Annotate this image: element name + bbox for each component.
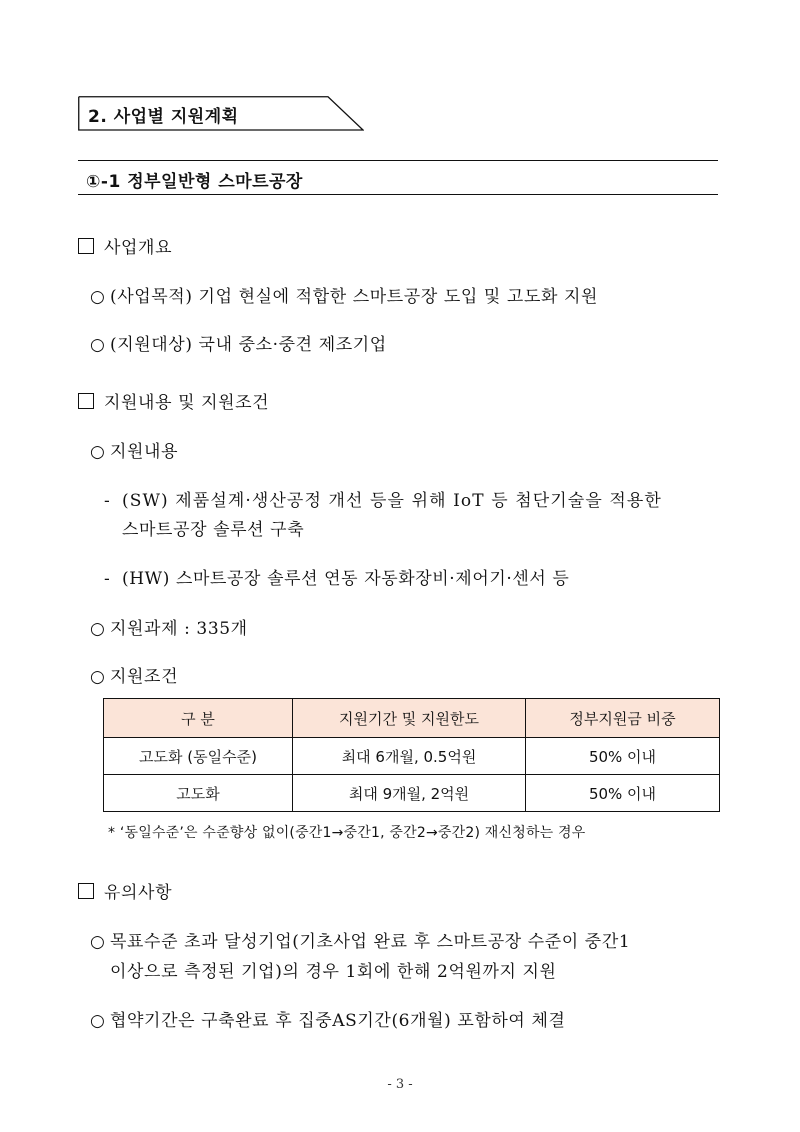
page-number: - 3 - (387, 1077, 413, 1092)
caution-heading-text: 유의사항 (104, 883, 173, 903)
support-hw-text: (HW) 스마트공장 솔루션 연동 자동화장비·제어기·센서 등 (122, 569, 570, 589)
overview-item-target-text: (지원대상) 국내 중소·중견 제조기업 (110, 335, 387, 355)
overview-heading (78, 233, 172, 258)
support-sw-line1 (104, 486, 662, 511)
caution-item1-text: 목표수준 초과 달성기업(기초사업 완료 후 스마트공장 수준이 중간1 (110, 932, 631, 952)
dash-bullet: - (104, 569, 111, 589)
table-header-cell: 지원기간 및 지원한도 (293, 699, 526, 738)
caution-item1-line1 (90, 927, 630, 952)
table-header-cell: 구 분 (104, 699, 293, 738)
table-cell: 최대 9개월, 2억원 (293, 775, 526, 812)
overview-item-purpose (90, 282, 598, 307)
circle-bullet-icon: ○ (90, 335, 106, 355)
support-heading (78, 388, 269, 413)
support-sw-text: (SW) 제품설계·생산공정 개선 등을 위해 IoT 등 첨단기술을 적용한 (122, 491, 662, 511)
support-sw-line2: 스마트공장 솔루션 구축 (122, 520, 305, 540)
table-header-cell: 정부지원금 비중 (526, 699, 720, 738)
support-content-label-text: 지원내용 (110, 442, 179, 462)
dash-bullet: - (104, 491, 111, 511)
support-heading-text: 지원내용 및 지원조건 (104, 393, 270, 413)
table-cell: 고도화 (동일수준) (104, 738, 293, 775)
table-cell: 최대 6개월, 0.5억원 (293, 738, 526, 775)
table-row (104, 775, 720, 812)
support-content-label (90, 437, 178, 462)
table-cell: 고도화 (104, 775, 293, 812)
circle-bullet-icon: ○ (90, 667, 106, 687)
caution-item1-line2: 이상으로 측정된 기업)의 경우 1회에 한해 2억원까지 지원 (110, 962, 557, 982)
overview-item-target (90, 330, 387, 355)
section-header (78, 96, 363, 130)
circle-bullet-icon: ○ (90, 1011, 106, 1031)
table-header-row (104, 699, 720, 738)
checkbox-square-icon (78, 883, 94, 899)
subsection-title: ①-1 정부일반형 스마트공장 (86, 172, 303, 192)
circle-bullet-icon: ○ (90, 932, 106, 952)
circle-bullet-icon: ○ (90, 287, 106, 307)
overview-heading-text: 사업개요 (104, 238, 173, 258)
caution-heading (78, 878, 172, 903)
circle-bullet-icon: ○ (90, 619, 106, 639)
subsection-header (78, 160, 718, 195)
conditions-table (103, 698, 720, 812)
table-row (104, 738, 720, 775)
support-hw-line (104, 564, 569, 589)
checkbox-square-icon (78, 393, 94, 409)
support-tasks-text: 지원과제 : 335개 (110, 619, 248, 639)
table-cell: 50% 이내 (526, 775, 720, 812)
support-tasks (90, 614, 248, 639)
circle-bullet-icon: ○ (90, 442, 106, 462)
table-footnote: * ‘동일수준’은 수준향상 없이(중간1→중간1, 중간2→중간2) 재신청하는 경우 (108, 825, 586, 841)
caution-item2-text: 협약기간은 구축완료 후 집중AS기간(6개월) 포함하여 체결 (110, 1011, 566, 1031)
caution-item2 (90, 1006, 566, 1031)
table-cell: 50% 이내 (526, 738, 720, 775)
support-conditions-label (90, 662, 178, 687)
support-conditions-label-text: 지원조건 (110, 667, 179, 687)
checkbox-square-icon (78, 238, 94, 254)
overview-item-purpose-text: (사업목적) 기업 현실에 적합한 스마트공장 도입 및 고도화 지원 (110, 287, 599, 307)
section-title: 2. 사업별 지원계획 (88, 107, 239, 127)
